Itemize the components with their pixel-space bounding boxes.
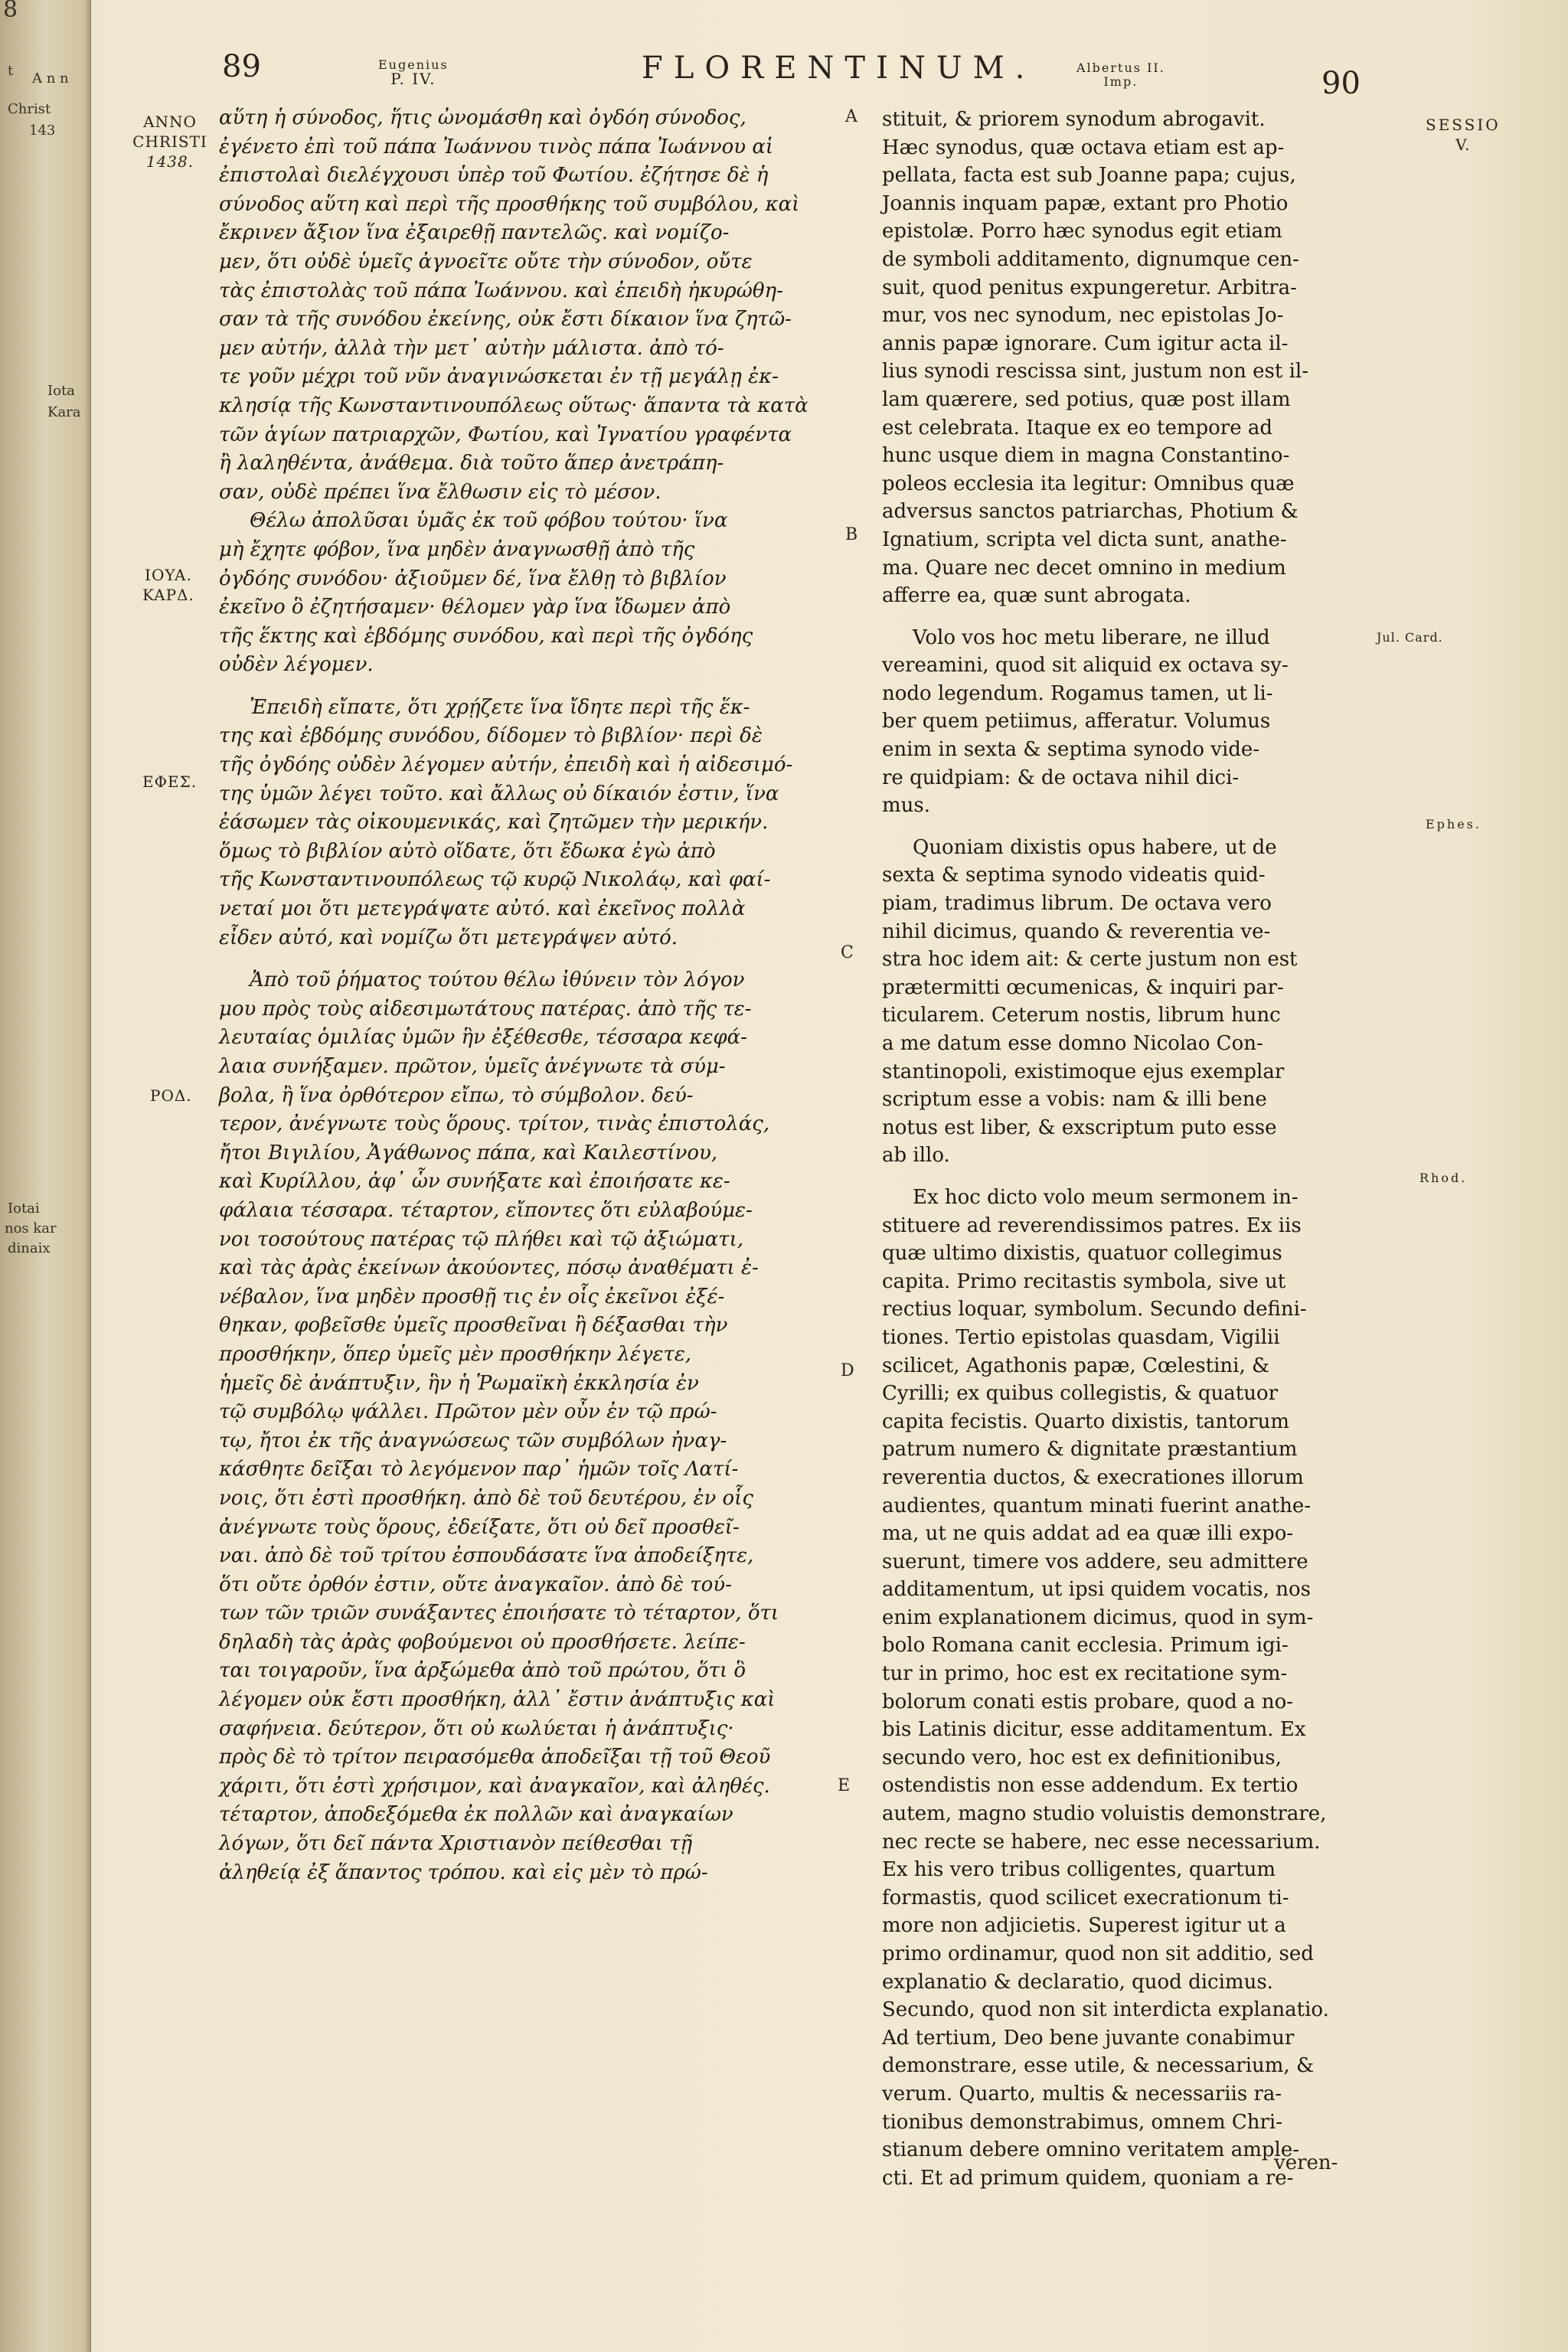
right-page-number: 90 [1321,66,1361,101]
running-head-line: Albertus II. [1076,60,1165,75]
gutter-text: t [8,63,14,79]
year-label: CHRISTI [132,132,207,151]
session-label: SESSIO [1426,116,1501,134]
section-letter: E [838,1776,851,1795]
gutter-text: nos kar [5,1220,57,1236]
paragraph-spacer [882,610,1409,624]
latin-paragraph: Quoniam dixistis opus habere, ut de sexta & septima synodo videatis quid- piam, tradimus librum. De octava vero nihil dicimus, quando & reverentia ve- stra hoc idem ait: & certe justum non est prætermitti œcumenicas, & inquiri par- ticularem. Ceterum nostis, librum hunc a me datum esse domno Nicolao Con- stantinopoli, existimoque ejus exemplar scriptum esse a vobis: nam & illi bene notus est liber, & exscriptum puto esse ab illo. [882,835,1298,1168]
gutter-page-number: 8 [3,0,18,23]
section-letter: C [841,943,854,962]
year-label: ANNO [143,113,197,131]
running-head-line: Eugenius [378,57,449,72]
catchword: veren- [1274,2151,1338,2174]
session-label: V. [1455,136,1471,154]
running-head-line: P. IV. [390,70,436,88]
section-letter: D [841,1361,854,1380]
speaker-note-julian-card: Jul. Card. [1377,630,1443,645]
gutter-text: 143 [29,122,56,139]
left-running-head [378,58,449,86]
running-head-line: Imp. [1103,74,1138,89]
speaker-label: IOYA. [145,566,192,584]
latin-text-column [882,106,1409,2192]
speaker-note-rhodes: POΔ. [150,1086,192,1105]
paragraph-spacer [219,680,854,694]
paragraph-spacer [882,1170,1409,1184]
gutter-text: Iota [47,383,75,399]
greek-text-column [219,104,854,1887]
left-page-number: 89 [222,49,261,84]
year-label: 1438. [145,152,194,171]
latin-paragraph: Ex hoc dicto volo meum sermonem in- stituere ad reverendissimos patres. Ex iis quæ ultimo dixistis, quatuor collegimus capita. Primo recitastis symbola, sive ut rectius loquar, symbolum. Secundo defini- tiones. Tertio epistolas quasdam, Vigilii scilicet, Agathonis papæ, Cœlestini, & Cyrilli; ex quibus collegistis, & quatuor capita fecistis. Quarto dixistis, tantorum patrum numero & dignitate præstantium reverentia ductos, & execrationes illorum audientes, quantum minati fuerint anathe- ma, ut ne quis addat ad ea quæ illi expo- suerunt, timere vos addere, seu admittere additamentum, ut ipsi quidem vocatis, nos enim explanationem dicimus, quod in sym- bolo Romana canit ecclesia. Primum igi- tur in primo, hoc est ex recitatione sym- bolorum conati estis probare, quod a no- bis Latinis dicitur, esse additamentum. Ex secundo vero, hoc est ex definitionibus, ostendistis non esse addendum. Ex tertio autem, magno studio voluistis demonstrare, nec recte se habere, nec esse necessarium. Ex his vero tribus colligentes, quartum formastis, quod scilicet execrationum ti- more non adjicietis. Superest igitur ut a primo ordinamur, quod non sit additio, sed explanatio & declaratio, quod dicimus. Secundo, quod non sit interdicta explanatio. Ad tertium, Deo bene juvante conabimur demonstrare, esse utile, & necessarium, & verum. Quarto, multis & necessariis ra- tionibus demonstrabimus, omnem Chri- stianum debere omnino veritatem ample- cti. Et ad primum quidem, quoniam a re- [882,1185,1329,2190]
speaker-note-ephes: Ephes. [1426,817,1481,831]
page-title: FLORENTINUM. [642,51,1036,86]
speaker-note-ephesus: EΦEΣ. [142,773,198,791]
paragraph-spacer [882,820,1409,834]
latin-paragraph: stituit, & priorem synodum abrogavit. Hæc synodus, quæ octava etiam est ap- pellata, facta est sub Joanne papa; cujus, Joannis inquam papæ, extant pro Photio epistolæ. Porro hæc synodus egit etiam de symboli additamento, dignumque cen- suit, quod penitus expungeretur. Arbitra- mur, vos nec synodum, nec epistolas Jo- annis papæ ignorare. Cum igitur acta il- lius synodi rescissa sint, justum non est il- lam quærere, sed potius, quæ post illam est celebrata. Itaque ex eo tempore ad hunc usque diem in magna Constantino- poleos ecclesia ita legitur: Omnibus quæ adversus sanctos patriarchas, Photium & Ignatium, scripta vel dicta sunt, anathe- ma. Quare nec decet omnino in medium afferre ea, quæ sunt abrogata. [882,108,1309,608]
greek-paragraph: Θέλω ἀπολῦσαι ὑμᾶς ἐκ τοῦ φόβου τούτου· ἵνα μὴ ἔχητε φόβον, ἵνα μηδὲν ἀναγνωσθῇ ἀπὸ τῆς ὀγδόης συνόδου· ἀξιοῦμεν δέ, ἵνα ἔλθῃ τὸ βιβλίον ἐκεῖνο ὃ ἐζητήσαμεν· θέλομεν γὰρ ἵνα ἴδωμεν ἀπὸ τῆς ἕκτης καὶ ἑβδόμης συνόδου, καὶ περὶ τῆς ὀγδόης οὐδὲν λέγομεν. [219,509,753,677]
gutter-text: dinaix [8,1240,51,1256]
section-letter: B [845,525,858,544]
speaker-note-julian [142,565,194,605]
session-marginal-note [1426,115,1501,155]
paragraph-spacer [219,952,854,966]
speaker-label: KAPΔ. [142,586,194,604]
right-running-head [1076,61,1165,89]
gutter-text: Kara [47,404,81,420]
gutter-text: Christ [8,101,51,117]
greek-paragraph: αὕτη ἡ σύνοδος, ἥτις ὠνομάσθη καὶ ὀγδόη σύνοδος, ἐγένετο ἐπὶ τοῦ πάπα Ἰωάννου τινὸς πάπα Ἰωάννου αἱ ἐπιστολαὶ διελέγχουσι ὑπὲρ τοῦ Φωτίου. ἐζήτησε δὲ ἡ σύνοδος αὕτη καὶ περὶ τῆς προσθήκης τοῦ συμβόλου, καὶ ἔκρινεν ἄξιον ἵνα ἐξαιρεθῇ παντελῶς. καὶ νομίζο- μεν, ὅτι οὐδὲ ὑμεῖς ἀγνοεῖτε οὔτε τὴν σύνοδον, οὔτε τὰς ἐπιστολὰς τοῦ πάπα Ἰωάννου. καὶ ἐπειδὴ ἠκυρώθη- σαν τὰ τῆς συνόδου ἐκείνης, οὐκ ἔστι δίκαιον ἵνα ζητῶ- μεν αὐτήν, ἀλλὰ τὴν μετ᾽ αὐτὴν μάλιστα. ἀπὸ τό- τε γοῦν μέχρι τοῦ νῦν ἀναγινώσκεται ἐν τῇ μεγάλῃ ἐκ- κλησίᾳ τῆς Κωνσταντινουπόλεως οὕτως· ἅπαντα τὰ κατὰ τῶν ἁγίων πατριαρχῶν, Φωτίου, καὶ Ἰγνατίου γραφέντα ἢ λαληθέντα, ἀνάθεμα. διὰ τοῦτο ἅπερ ἀνετράπη- σαν, οὐδὲ πρέπει ἵνα ἔλθωσιν εἰς τὸ μέσον. [219,106,808,504]
latin-paragraph: Volo vos hoc metu liberare, ne illud vereamini, quod sit aliquid ex octava sy- nodo legendum. Rogamus tamen, ut li- ber quem petiimus, afferatur. Volumus enim in sexta & septima synodo vide- re quidpiam: & de octava nihil dici- mus. [882,626,1289,818]
section-letter: A [845,107,858,126]
greek-paragraph: Ἐπειδὴ εἴπατε, ὅτι χρῄζετε ἵνα ἴδητε περὶ τῆς ἕκ- της καὶ ἑβδόμης συνόδου, δίδομεν τὸ βιβλίον· περὶ δὲ τῆς ὀγδόης οὐδὲν λέγομεν αὐτήν, ἐπειδὴ καὶ ἡ αἰδεσιμό- της ὑμῶν λέγει τοῦτο. καὶ ἄλλως οὐ δίκαιόν ἐστιν, ἵνα ἐάσωμεν τὰς οἰκουμενικάς, καὶ ζητῶμεν τὴν μερικήν. ὅμως τὸ βιβλίον αὐτὸ οἴδατε, ὅτι ἔδωκα ἐγὼ ἀπὸ τῆς Κωνσταντινουπόλεως τῷ κυρῷ Νικολάῳ, καὶ φαί- νεταί μοι ὅτι μετεγράψατε αὐτό. καὶ ἐκεῖνος πολλὰ εἶδεν αὐτό, καὶ νομίζω ὅτι μετεγράψεν αὐτό. [219,695,793,949]
gutter-text: A n n [32,70,69,87]
previous-page-edge [0,0,91,2352]
speaker-note-rhod: Rhod. [1419,1171,1468,1185]
gutter-text: Iotai [8,1200,40,1217]
greek-paragraph: Ἀπὸ τοῦ ῥήματος τούτου θέλω ἰθύνειν τὸν λόγον μου πρὸς τοὺς αἰδεσιμωτάτους πατέρας. ἀπὸ τῆς τε- λευταίας ὁμιλίας ὑμῶν ἣν ἐξέθεσθε, τέσσαρα κεφά- λαια συνήξαμεν. πρῶτον, ὑμεῖς ἀνέγνωτε τὰ σύμ- βολα, ἢ ἵνα ὀρθότερον εἴπω, τὸ σύμβολον. δεύ- τερον, ἀνέγνωτε τοὺς ὅρους. τρίτον, τινὰς ἐπιστολάς, ἤτοι Βιγιλίου, Ἀγάθωνος πάπα, καὶ Καιλεστίνου, καὶ Κυρίλλου, ἀφ᾽ ὧν συνήξατε καὶ ἐποιήσατε κε- φάλαια τέσσαρα. τέταρτον, εἴποντες ὅτι εὐλαβούμε- νοι τοσούτους πατέρας τῷ πλήθει καὶ τῷ ἀξιώματι, καὶ τὰς ἀρὰς ἐκείνων ἀκούοντες, πόσῳ ἀναθέματι ἐ- νέβαλον, ἵνα μηδὲν προσθῇ τις ἐν οἷς ἐκεῖνοι ἐξέ- θηκαν, φοβεῖσθε ὑμεῖς προσθεῖναι ἢ δέξασθαι τὴν προσθήκην, ὅπερ ὑμεῖς μὲν προσθήκην λέγετε, ἡμεῖς δὲ ἀνάπτυξιν, ἣν ἡ Ῥωμαϊκὴ ἐκκλησία ἐν τῷ συμβόλῳ ψάλλει. Πρῶτον μὲν οὖν ἐν τῷ πρώ- τῳ, ἤτοι ἐκ τῆς ἀναγνώσεως τῶν συμβόλων ἠναγ- κάσθητε δεῖξαι τὸ λεγόμενον παρ᾽ ἡμῶν τοῖς Λατί- νοις, ὅτι ἐστὶ προσθήκη. ἀπὸ δὲ τοῦ δευτέρου, ἐν οἷς ἀνέγνωτε τοὺς ὅρους, ἐδείξατε, ὅτι οὐ δεῖ προσθεῖ- ναι. ἀπὸ δὲ τοῦ τρίτου ἐσπουδάσατε ἵνα ἀποδείξητε, ὅτι οὔτε ὀρθόν ἐστιν, οὔτε ἀναγκαῖον. ἀπὸ δὲ τού- των τῶν τριῶν συνάξαντες ἐποιήσατε τὸ τέταρτον, ὅτι δηλαδὴ τὰς ἀρὰς φοβούμενοι οὐ προσθήσετε. λείπε- ται τοιγαροῦν, ἵνα ἀρξώμεθα ἀπὸ τοῦ πρώτου, ὅτι ὃ λέγομεν οὐκ ἔστι προσθήκη, ἀλλ᾽ ἔστιν ἀνάπτυξις καὶ σαφήνεια. δεύτερον, ὅτι οὐ κωλύεται ἡ ἀνάπτυξις· πρὸς δὲ τὸ τρίτον πειρασόμεθα ἀποδεῖξαι τῇ τοῦ Θεοῦ χάριτι, ὅτι ἐστὶ χρήσιμον, καὶ ἀναγκαῖον, καὶ ἀληθές. τέταρτον, ἀποδεξόμεθα ἐκ πολλῶν καὶ ἀναγκαίων λόγων, ὅτι δεῖ πάντα Χριστιανὸν πείθεσθαι τῇ ἀληθείᾳ ἐξ ἅπαντος τρόπου. καὶ εἰς μὲν τὸ πρώ- [219,969,779,1884]
year-marginal-note [124,112,216,172]
